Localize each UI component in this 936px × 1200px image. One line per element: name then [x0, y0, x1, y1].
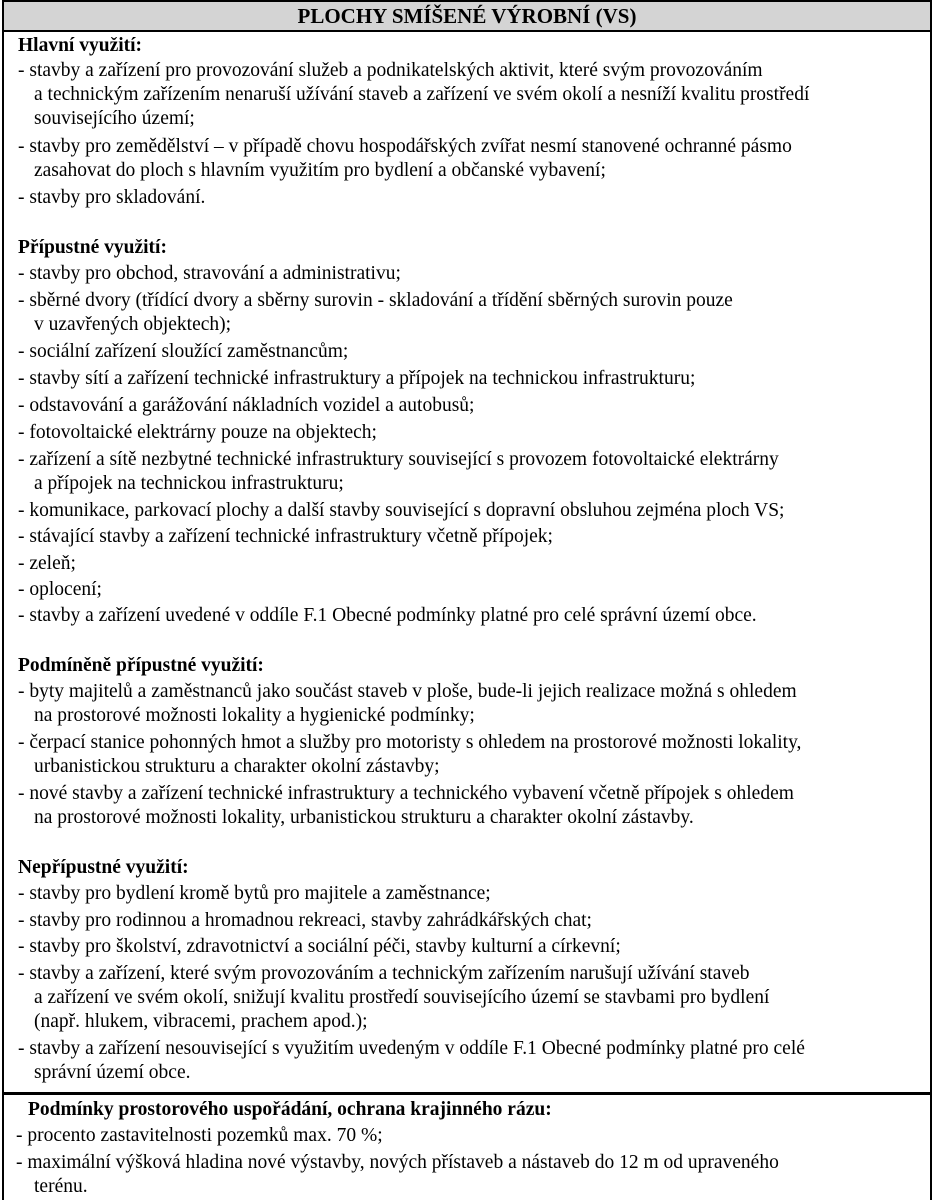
table-body: [2, 30, 932, 1094]
footer-section: [2, 1093, 932, 1200]
text-line: - komunikace, parkovací plochy a další stavby související s dopravní obsluhou zejména ploch VS;: [18, 500, 785, 521]
table-title: PLOCHY SMÍŠENÉ VÝROBNÍ (VS): [2, 0, 932, 32]
text-line: - zeleň;: [18, 553, 76, 574]
text-line: v uzavřených objektech);: [34, 314, 232, 335]
text-line: - zařízení a sítě nezbytné technické infrastruktury související s provozem fotovoltaické elektrárny: [18, 449, 779, 470]
text-line: - stávající stavby a zařízení technické infrastruktury včetně přípojek;: [18, 526, 553, 547]
text-line: a přípojek na technickou infrastrukturu;: [34, 473, 344, 494]
text-line: terénu.: [34, 1176, 88, 1197]
text-line: souvisejícího území;: [34, 108, 195, 129]
text-line: na prostorové možnosti lokality, urbanistickou strukturu a charakter okolní zástavby.: [34, 807, 694, 828]
text-line: - maximální výšková hladina nové výstavby, nových přístaveb a nástaveb do 12 m od upraveného: [16, 1152, 779, 1173]
section-heading-pripustne: Přípustné využití:: [18, 237, 167, 258]
section-heading-nepripustne: Nepřípustné využití:: [18, 857, 189, 878]
text-line: - stavby pro skladování.: [18, 187, 206, 208]
text-line: - oplocení;: [18, 579, 102, 600]
text-line: urbanistickou strukturu a charakter okolní zástavby;: [34, 756, 440, 777]
text-line: - stavby pro rodinnou a hromadnou rekreaci, stavby zahrádkářských chat;: [18, 910, 592, 931]
section-heading-podminky: Podmínky prostorového uspořádání, ochrana krajinného rázu:: [28, 1099, 552, 1120]
text-line: - stavby pro školství, zdravotnictví a sociální péči, stavby kulturní a církevní;: [18, 936, 621, 957]
section-heading-podminene: Podmíněně přípustné využití:: [18, 655, 264, 676]
text-line: - fotovoltaické elektrárny pouze na objektech;: [18, 422, 377, 443]
text-line: - stavby pro obchod, stravování a administrativu;: [18, 263, 401, 284]
text-line: - stavby pro bydlení kromě bytů pro majitele a zaměstnance;: [18, 883, 491, 904]
text-line: - nové stavby a zařízení technické infrastruktury a technického vybavení včetně přípojek s ohledem: [18, 783, 794, 804]
text-line: - stavby a zařízení, které svým provozováním a technickým zařízením narušují užívání staveb: [18, 963, 750, 984]
text-line: - čerpací stanice pohonných hmot a služby pro motoristy s ohledem na prostorové možnosti lokality,: [18, 732, 802, 753]
text-line: - stavby pro zemědělství – v případě chovu hospodářských zvířat nesmí stanovené ochranné pásmo: [18, 136, 792, 157]
text-line: zasahovat do ploch s hlavním využitím pro bydlení a občanské vybavení;: [34, 160, 606, 181]
text-line: a technickým zařízením nenaruší užívání staveb a zařízení ve svém okolí a nesníží kvalitu prostředí: [34, 84, 810, 105]
text-line: - stavby a zařízení uvedené v oddíle F.1 Obecné podmínky platné pro celé správní území obce.: [18, 605, 757, 626]
text-line: - sociální zařízení sloužící zaměstnancům;: [18, 341, 349, 362]
text-line: (např. hlukem, vibracemi, prachem apod.);: [34, 1011, 368, 1032]
text-line: a zařízení ve svém okolí, snižují kvalitu prostředí souvisejícího území se stavbami pro bydlení: [34, 987, 770, 1008]
text-line: - stavby a zařízení pro provozování služeb a podnikatelských aktivit, které svým provozováním: [18, 60, 763, 81]
text-line: - sběrné dvory (třídící dvory a sběrny surovin - skladování a třídění sběrných surovin pouze: [18, 290, 733, 311]
text-line: správní území obce.: [34, 1062, 191, 1083]
text-line: - stavby a zařízení nesouvisející s využitím uvedeným v oddíle F.1 Obecné podmínky platné pro celé: [18, 1038, 805, 1059]
text-line: - procento zastavitelnosti pozemků max. 70 %;: [16, 1125, 383, 1146]
text-line: na prostorové možnosti lokality a hygienické podmínky;: [34, 705, 475, 726]
text-line: - stavby sítí a zařízení technické infrastruktury a přípojek na technickou infrastrukturu;: [18, 368, 696, 389]
section-heading-hlavni: Hlavní využití:: [18, 35, 143, 56]
text-line: - odstavování a garážování nákladních vozidel a autobusů;: [18, 395, 475, 416]
text-line: - byty majitelů a zaměstnanců jako součást staveb v ploše, bude-li jejich realizace možná s ohledem: [18, 681, 797, 702]
